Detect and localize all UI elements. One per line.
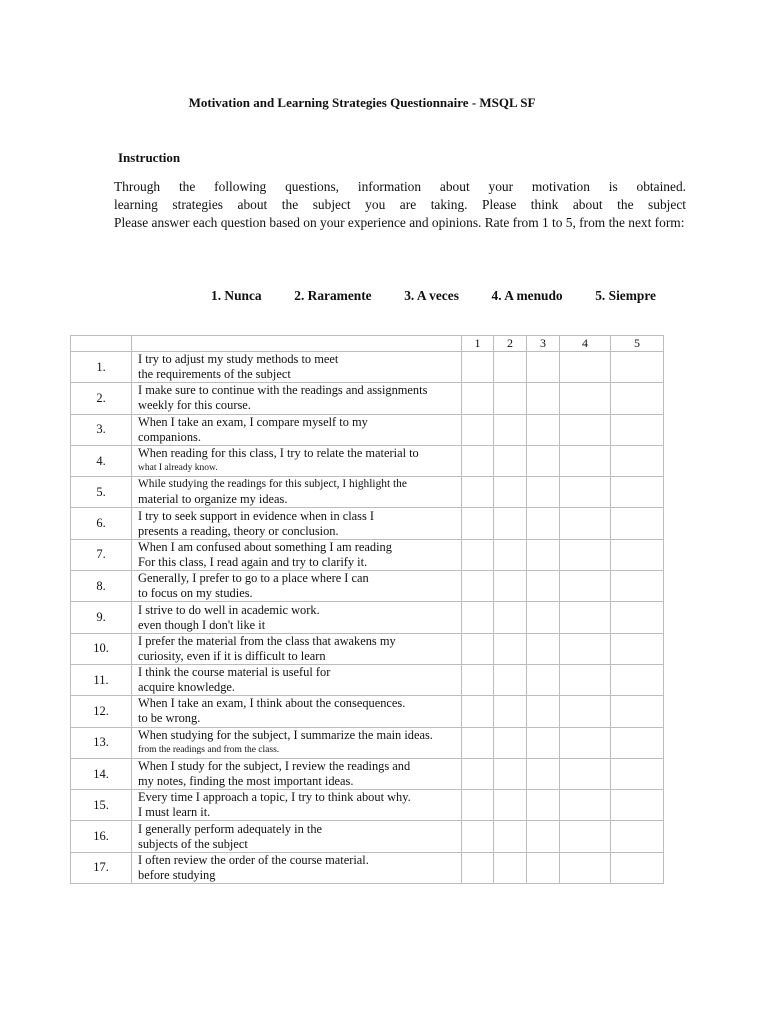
rating-cell-2[interactable] [494,414,527,445]
question-text [132,790,462,821]
rating-cell-5[interactable] [611,727,664,758]
rating-cell-3[interactable] [527,445,560,476]
rating-cell-5[interactable] [611,664,664,695]
scale-item-2: 2. Raramente [294,288,372,303]
question-text-line-1: I generally perform adequately in the [138,821,323,836]
rating-cell-3[interactable] [527,539,560,570]
header-cell-number [71,336,132,352]
document-title [0,95,768,111]
rating-cell-4[interactable] [560,602,611,633]
question-text [132,508,462,539]
rating-cell-2[interactable] [494,539,527,570]
rating-cell-2[interactable] [494,602,527,633]
question-text [132,633,462,664]
header-cell-question [132,336,462,352]
question-text-line-1: When reading for this class, I try to relate the material to [138,446,419,461]
rating-cell-3[interactable] [527,790,560,821]
rating-cell-1[interactable] [462,821,494,852]
table-row [71,383,664,414]
question-number: 10. [71,633,132,664]
question-text-line-2: even though I don't like it [138,617,266,632]
instruction-line-2: learning strategies about the subject you are taking. Please think about the subject [114,197,686,212]
table-row [71,602,664,633]
question-number: 6. [71,508,132,539]
question-text [132,664,462,695]
rating-cell-4[interactable] [560,414,611,445]
question-text-line-1: I often review the order of the course material. [138,852,369,867]
rating-cell-1[interactable] [462,477,494,508]
table-row [71,821,664,852]
header-cell-rating-3: 3 [527,336,560,352]
rating-cell-1[interactable] [462,508,494,539]
question-number: 4. [71,445,132,476]
rating-cell-1[interactable] [462,664,494,695]
table-row [71,852,664,883]
rating-cell-1[interactable] [462,414,494,445]
question-text-line-2: my notes, finding the most important ideas. [138,774,354,788]
rating-cell-4[interactable] [560,696,611,727]
question-number: 8. [71,571,132,602]
scale-item-5: 5. Siempre [595,288,656,303]
rating-cell-1[interactable] [462,758,494,789]
rating-cell-2[interactable] [494,633,527,664]
rating-cell-4[interactable] [560,790,611,821]
rating-cell-1[interactable] [462,727,494,758]
rating-cell-2[interactable] [494,821,527,852]
rating-cell-4[interactable] [560,758,611,789]
question-number: 1. [71,352,132,383]
rating-cell-5[interactable] [611,352,664,383]
question-text [132,696,462,727]
rating-cell-5[interactable] [611,508,664,539]
rating-cell-3[interactable] [527,477,560,508]
rating-cell-3[interactable] [527,602,560,633]
question-text-line-2: to be wrong. [138,711,201,726]
table-row [71,664,664,695]
rating-cell-3[interactable] [527,508,560,539]
rating-cell-2[interactable] [494,790,527,821]
question-text-line-2: to focus on my studies. [138,586,253,601]
question-number: 14. [71,758,132,789]
rating-cell-2[interactable] [494,383,527,414]
scale-item-1: 1. Nunca [211,288,262,303]
rating-cell-2[interactable] [494,727,527,758]
rating-cell-4[interactable] [560,445,611,476]
rating-cell-1[interactable] [462,571,494,602]
rating-cell-3[interactable] [527,352,560,383]
rating-cell-5[interactable] [611,790,664,821]
rating-cell-1[interactable] [462,539,494,570]
question-text [132,445,462,476]
question-text-line-2: presents a reading, theory or conclusion. [138,523,339,538]
rating-cell-4[interactable] [560,539,611,570]
question-number: 16. [71,821,132,852]
rating-cell-5[interactable] [611,477,664,508]
question-text-line-1: When studying for the subject, I summarize the main ideas. [138,727,433,742]
question-text-line-2: the requirements of the subject [138,367,291,382]
table-header-row [71,336,664,352]
rating-scale [211,288,656,304]
rating-cell-4[interactable] [560,727,611,758]
rating-cell-3[interactable] [527,633,560,664]
rating-cell-1[interactable] [462,352,494,383]
header-cell-rating-5: 5 [611,336,664,352]
questionnaire-table [70,335,664,884]
question-number: 3. [71,414,132,445]
table-row [71,477,664,508]
rating-cell-3[interactable] [527,664,560,695]
header-cell-rating-2: 2 [494,336,527,352]
rating-cell-3[interactable] [527,571,560,602]
rating-cell-3[interactable] [527,727,560,758]
rating-cell-5[interactable] [611,602,664,633]
rating-cell-1[interactable] [462,383,494,414]
header-cell-rating-1: 1 [462,336,494,352]
rating-cell-3[interactable] [527,414,560,445]
table-row [71,727,664,758]
question-text [132,602,462,633]
header-cell-rating-4: 4 [560,336,611,352]
question-text-line-2: material to organize my ideas. [138,492,288,507]
table-row [71,633,664,664]
question-number: 15. [71,790,132,821]
rating-cell-3[interactable] [527,758,560,789]
instruction-body [114,178,686,232]
question-text-line-1: Every time I approach a topic, I try to think about why. [138,790,411,805]
rating-cell-3[interactable] [527,852,560,883]
question-text-line-1: I try to seek support in evidence when in class I [138,508,375,523]
rating-cell-4[interactable] [560,508,611,539]
question-text-line-1: When I take an exam, I think about the consequences. [138,696,406,711]
table-row [71,352,664,383]
instruction-line-3: Please answer each question based on your experience and opinions. Rate from 1 to 5, from the next form: [114,215,685,230]
rating-cell-2[interactable] [494,852,527,883]
instruction-heading: Instruction [118,150,181,165]
table-row [71,414,664,445]
rating-cell-2[interactable] [494,352,527,383]
table-row [71,445,664,476]
rating-cell-5[interactable] [611,696,664,727]
rating-cell-2[interactable] [494,477,527,508]
rating-cell-5[interactable] [611,445,664,476]
question-text-line-2: from the readings and from the class. [138,744,280,755]
question-text-line-2: curiosity, even if it is difficult to learn [138,648,326,663]
question-text-line-2: companions. [138,429,201,444]
rating-cell-1[interactable] [462,445,494,476]
rating-cell-2[interactable] [494,758,527,789]
question-text-line-1: I prefer the material from the class that awakens my [138,633,396,648]
rating-cell-4[interactable] [560,664,611,695]
question-text [132,414,462,445]
question-text-line-2: For this class, I read again and try to clarify it. [138,554,368,569]
question-text-line-1: I try to adjust my study methods to meet [138,352,339,367]
question-number: 13. [71,727,132,758]
rating-cell-5[interactable] [611,383,664,414]
table-row [71,758,664,789]
rating-cell-5[interactable] [611,571,664,602]
question-text-line-2: weekly for this course. [138,398,251,413]
question-text [132,477,462,508]
table-row [71,508,664,539]
scale-item-4: 4. A menudo [491,288,563,303]
rating-cell-4[interactable] [560,821,611,852]
rating-cell-1[interactable] [462,790,494,821]
question-number: 2. [71,383,132,414]
question-text [132,821,462,852]
question-text-line-1: When I study for the subject, I review the readings and [138,759,411,773]
rating-cell-5[interactable] [611,852,664,883]
rating-cell-4[interactable] [560,477,611,508]
question-text [132,571,462,602]
question-text-line-1: I think the course material is useful for [138,665,331,680]
rating-cell-4[interactable] [560,352,611,383]
rating-cell-3[interactable] [527,821,560,852]
document-title-text: Motivation and Learning Strategies Questionnaire - MSQL SF [188,95,536,110]
rating-cell-2[interactable] [494,445,527,476]
rating-cell-1[interactable] [462,602,494,633]
rating-cell-4[interactable] [560,852,611,883]
question-text [132,727,462,758]
question-text [132,852,462,883]
question-text-line-2: I must learn it. [138,805,211,820]
question-number: 7. [71,539,132,570]
question-text-line-1: I strive to do well in academic work. [138,602,320,617]
question-text-line-1: I make sure to continue with the readings and assignments [138,383,428,398]
question-text-line-2: acquire knowledge. [138,680,236,695]
table-row [71,790,664,821]
instruction-line-1: Through the following questions, information about your motivation is obtained. [114,179,686,194]
question-number: 17. [71,852,132,883]
question-number: 12. [71,696,132,727]
rating-cell-2[interactable] [494,571,527,602]
rating-cell-5[interactable] [611,414,664,445]
rating-cell-3[interactable] [527,696,560,727]
table-row [71,571,664,602]
question-number: 11. [71,664,132,695]
rating-cell-5[interactable] [611,821,664,852]
scale-item-3: 3. A veces [404,288,459,303]
rating-cell-1[interactable] [462,633,494,664]
question-text [132,539,462,570]
rating-cell-3[interactable] [527,383,560,414]
question-text [132,383,462,414]
question-number: 5. [71,477,132,508]
rating-cell-4[interactable] [560,383,611,414]
question-text-line-1: Generally, I prefer to go to a place where I can [138,571,369,586]
question-text-line-1: When I take an exam, I compare myself to my [138,414,368,429]
question-text [132,352,462,383]
table-row [71,539,664,570]
rating-cell-2[interactable] [494,664,527,695]
question-text-line-1: When I am confused about something I am reading [138,539,392,554]
question-text [132,758,462,789]
rating-cell-5[interactable] [611,758,664,789]
question-number: 9. [71,602,132,633]
question-text-line-2: before studying [138,867,216,882]
rating-cell-4[interactable] [560,633,611,664]
rating-cell-2[interactable] [494,696,527,727]
rating-cell-1[interactable] [462,696,494,727]
rating-cell-5[interactable] [611,539,664,570]
question-text-line-1: While studying the readings for this subject, I highlight the [138,478,407,491]
table-row [71,696,664,727]
rating-cell-2[interactable] [494,508,527,539]
question-text-line-2: what I already know. [138,463,218,474]
rating-cell-5[interactable] [611,633,664,664]
rating-cell-1[interactable] [462,852,494,883]
question-text-line-2: subjects of the subject [138,836,248,851]
rating-cell-4[interactable] [560,571,611,602]
